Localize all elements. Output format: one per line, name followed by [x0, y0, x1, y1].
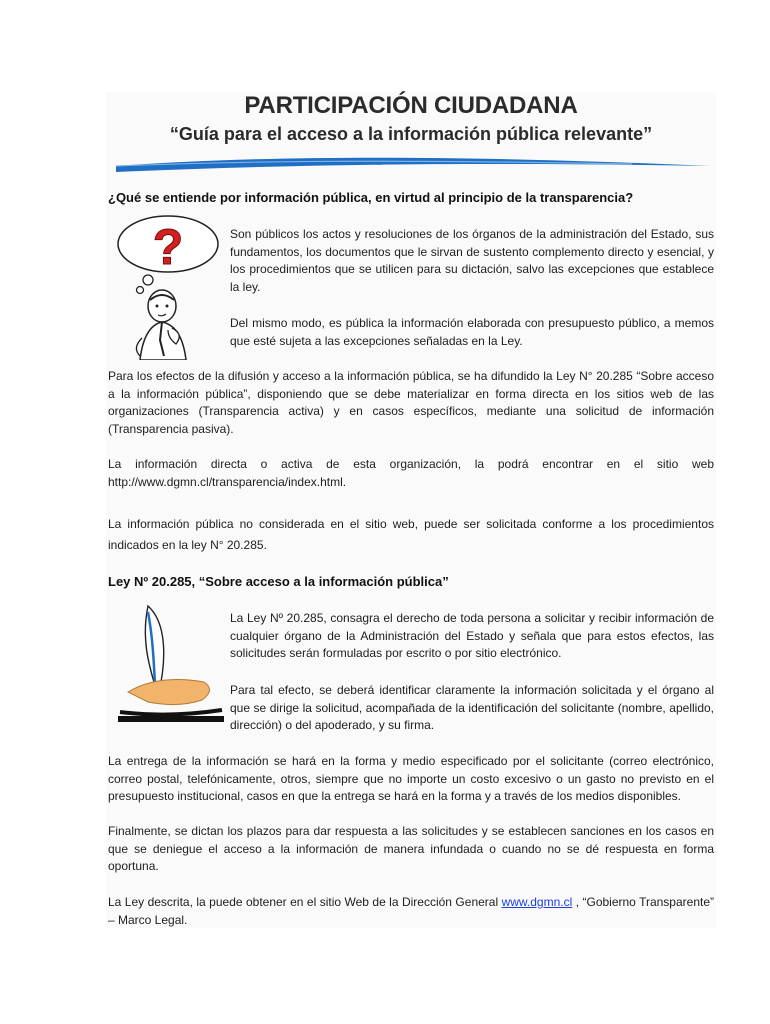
- paragraph: La Ley Nº 20.285, consagra el derecho de toda persona a solicitar y recibir información de cualquier órgano de la Administración del Estado y señala que para estos efectos, las solicitudes serán formuladas por escrito o por sitio electrónico.: [230, 611, 714, 661]
- document-title: PARTICIPACIÓN CIUDADANA: [244, 92, 578, 119]
- document-subtitle: “Guía para el acceso a la información pública relevante”: [169, 124, 653, 144]
- thinking-man-illustration: [110, 210, 222, 360]
- paragraph: La información directa o activa de esta organización, la podrá encontrar en el sitio web http://www.dgmn.cl/transparencia/index.html.: [108, 457, 714, 489]
- section-heading-informacion-publica: ¿Qué se entiende por información pública, en virtud al principio de la transparencia?: [108, 190, 634, 205]
- paragraph-text: , “Gobierno Transparente” – Marco Legal.: [108, 895, 715, 927]
- svg-text:?: ?: [152, 219, 184, 275]
- paragraph: [108, 894, 714, 929]
- paragraph: Finalmente, se dictan los plazos para dar respuesta a las solicitudes y se establecen sanciones en los casos en que se deniegue el acceso a la información de manera infundada o cuando no se dé respuesta en forma oportuna.: [108, 824, 714, 874]
- swoosh-decoration: [112, 152, 712, 182]
- section-heading-ley-20285: Ley Nº 20.285, “Sobre acceso a la información pública”: [108, 574, 449, 589]
- paragraph: La información pública no considerada en el sitio web, puede ser solicitada conforme a los procedimientos indicados en la ley N° 20.285.: [108, 517, 714, 552]
- paragraph: La entrega de la información se hará en la forma y medio especificado por el solicitante (correo electrónico, correo postal, telefónicamente, otros, siempre que no importe un costo excesivo o un gasto no previsto en el presupuesto institucional, casos en que la entrega se hará en la forma y a través de los medios disponibles.: [108, 754, 714, 804]
- paragraph: Para tal efecto, se deberá identificar claramente la información solicitada y el órgano al que se dirige la solicitud, acompañada de la identificación del solicitante (nombre, apellido, dirección) o del apoderado, y su firma.: [230, 683, 714, 733]
- paragraph-text: La Ley descrita, la puede obtener en el sitio Web de la Dirección General: [108, 895, 502, 909]
- paragraph: Del mismo modo, es pública la información elaborada con presupuesto público, a memos que esté sujeta a las excepciones señaladas en la Ley.: [230, 316, 714, 348]
- dgmn-link[interactable]: www.dgmn.cl: [501, 895, 573, 909]
- quill-hand-illustration: [118, 604, 224, 724]
- paragraph: Son públicos los actos y resoluciones de los órganos de la administración del Estado, sus fundamentos, los documentos que le sirvan de sustento complemento directo y esencial, y los procedimientos que se utilicen para su dictación, salvo las excepciones que establece la ley.: [230, 227, 714, 294]
- paragraph: Para los efectos de la difusión y acceso a la información pública, se ha difundido la Ley N° 20.285 “Sobre acceso a la información pública”, disponiendo que se debe materializar en forma directa en los sitios web de las organizaciones (Transparencia activa) y en casos específicos, mediante una solicitud de información (Transparencia pasiva).: [108, 369, 714, 436]
